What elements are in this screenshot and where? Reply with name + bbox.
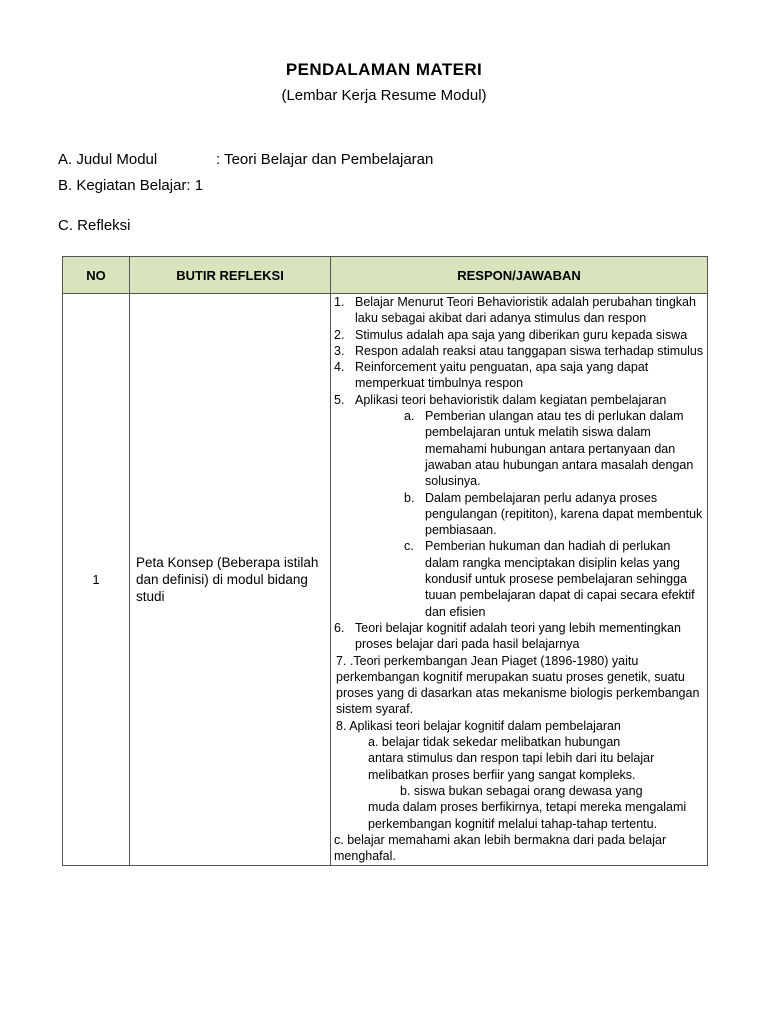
respon-cell bbox=[331, 294, 708, 866]
list-item: 1. Belajar Menurut Teori Behavioristik adalah perubahan tingkah laku sebagai akibat dari adanya stimulus dan respon bbox=[334, 295, 696, 326]
sub-list-item: b. Dalam pembelajaran perlu adanya proses pengulangan (repititon), karena dapat membentuk pembiasaan. bbox=[404, 490, 703, 538]
kegiatan-belajar-line bbox=[58, 177, 203, 194]
header-no: NO bbox=[63, 257, 130, 294]
kegiatan-belajar-value: : 1 bbox=[186, 177, 204, 194]
refleksi-table bbox=[62, 256, 708, 866]
item-8a-first: a. belajar tidak sekedar melibatkan hubungan bbox=[368, 735, 621, 750]
list-item: 3. Respon adalah reaksi atau tanggapan siswa terhadap stimulus bbox=[334, 343, 704, 358]
kegiatan-belajar-label: B. Kegiatan Belajar bbox=[58, 177, 187, 194]
item-8b-first: b. siswa bukan sebagai orang dewasa yang bbox=[400, 783, 643, 798]
list-item: 4. Reinforcement yaitu penguatan, apa saja yang dapat memperkuat timbulnya respon bbox=[334, 360, 649, 391]
table-row bbox=[63, 294, 708, 866]
sub-list-item: c. Pemberian hukuman dan hadiah di perlukan dalam rangka menciptakan disiplin kelas yang kondusif untuk prosese pembelajaran sehingga tuuan pembelajaran dapat di capai secara efektif dan efisien bbox=[404, 539, 695, 619]
row-number: 1 bbox=[63, 294, 130, 866]
list-item: 2. Stimulus adalah apa saja yang diberikan guru kepada siswa bbox=[334, 327, 688, 342]
list-item: 5. Aplikasi teori behavioristik dalam kegiatan pembelajaran bbox=[334, 392, 667, 407]
butir-refleksi-cell: Peta Konsep (Beberapa istilah dan definisi) di modul bidang studi bbox=[130, 294, 331, 866]
refleksi-heading: C. Refleksi bbox=[58, 217, 131, 234]
header-respon-jawaban: RESPON/JAWABAN bbox=[331, 257, 708, 294]
list-item: 6. Teori belajar kognitif adalah teori yang lebih mementingkan proses belajar dari pada hasil belajarnya bbox=[334, 620, 681, 652]
page-subtitle: (Lembar Kerja Resume Modul) bbox=[281, 87, 487, 104]
paragraph-item-7: 7. .Teori perkembangan Jean Piaget (1896-1980) yaitu perkembangan kognitif merupakan suatu proses genetik, suatu proses yang di dasarkan atas mekanisme biologis perkembangan sistem syaraf. bbox=[336, 653, 700, 717]
sub-list-item: a. Pemberian ulangan atau tes di perlukan dalam pembelajaran untuk melatih siswa dalam memahami hubungan antara pertanyaan dan jawaban atau hubungan antara masalah dengan solusinya. bbox=[404, 409, 694, 489]
item-8a-rest: antara stimulus dan respon tapi lebih dari itu belajar melibatkan proses berfiir yang sangat kompleks. bbox=[368, 751, 655, 782]
judul-modul-line bbox=[58, 151, 433, 168]
item-8c: c. belajar memahami akan lebih bermakna dari pada belajar menghafal. bbox=[334, 832, 667, 864]
judul-modul-label: A. Judul Modul bbox=[58, 151, 158, 168]
header-butir-refleksi: BUTIR REFLEKSI bbox=[130, 257, 331, 294]
item-8b-rest: muda dalam proses berfikirnya, tetapi mereka mengalami perkembangan kognitif melalui tahap-tahap tertentu. bbox=[368, 800, 687, 831]
page-title: PENDALAMAN MATERI bbox=[285, 60, 483, 79]
judul-modul-value: : Teori Belajar dan Pembelajaran bbox=[216, 151, 434, 168]
table-header-row bbox=[63, 257, 708, 294]
paragraph-item-8: 8. Aplikasi teori belajar kognitif dalam pembelajaran bbox=[336, 718, 621, 733]
